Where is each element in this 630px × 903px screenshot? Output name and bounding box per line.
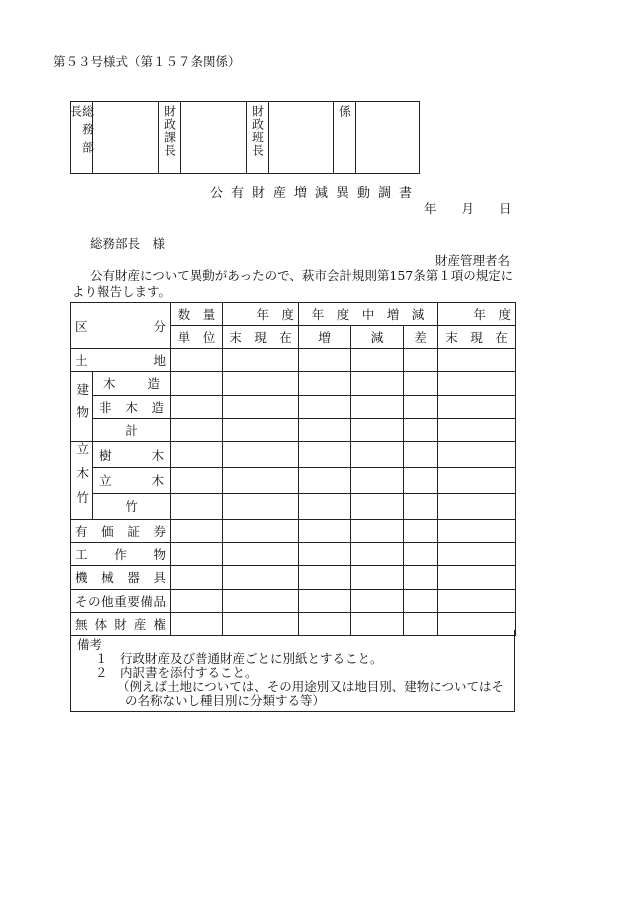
header-quantity: 数 量 [171,303,223,326]
addressee: 総務部長 様 [90,236,166,251]
table-row [71,589,516,612]
header-curr-year-end: 末 現 在 [438,326,516,349]
table-row [71,395,516,418]
row-label-subtotal: 計 [93,418,171,441]
approval-label-finance-team: 財政班長 [247,102,269,173]
approval-stamp-space[interactable] [181,102,247,173]
header-increase: 増 [299,326,351,349]
body-text: 公有財産について異動があったので、萩市会計規則第157条第１項の規定により報告します。 [72,268,514,299]
row-label-intangible: 無体財産権 [71,612,171,635]
row-label-structures: 工作物 [71,542,171,565]
table-header-row [71,303,516,326]
row-label-other-assets: その他重要備品 [71,589,171,612]
table-row [71,468,516,494]
approval-stamp-space[interactable] [356,102,419,173]
row-label-securities: 有価証券 [71,519,171,542]
header-unit: 単 位 [171,326,223,349]
table-row [71,519,516,542]
row-label-wooden: 木造 [93,372,171,395]
table-row [71,349,516,372]
remarks-heading: 備考 [77,637,103,652]
approval-stamp-space[interactable] [93,102,159,173]
approval-box [70,101,420,174]
row-label-bamboo: 竹 [93,493,171,519]
row-group-trees: 立木竹 [71,442,93,520]
row-label-machinery: 機械器具 [71,566,171,589]
header-prev-year: 年 度 [223,303,299,326]
header-curr-year: 年 度 [438,303,516,326]
date-line: 年 月 日 [424,201,512,216]
approval-label-general-affairs: 総務部長 [71,102,93,173]
table-row [71,372,516,395]
header-difference: 差 [404,326,438,349]
remarks-item-2-note: （例えば土地については、その用途別又は地目別、建物についてはその名称ないし種目別に分類する等） [117,679,505,708]
remarks-box [70,630,515,712]
table-row [71,493,516,519]
row-label-land: 土地 [71,349,171,372]
property-change-table [70,302,516,636]
header-decrease: 減 [351,326,404,349]
table-row [71,442,516,468]
header-category: 区 分 [71,303,171,349]
table-row [71,566,516,589]
row-label-non-wooden: 非木造 [93,395,171,418]
property-manager-name: 財産管理者名 [435,253,511,268]
approval-label-finance-chief: 財政課長 [159,102,181,173]
header-change: 年 度 中 増 減 [299,303,438,326]
table-row [71,542,516,565]
approval-label-staff: 係 [334,102,356,173]
form-number: 第５３号様式（第１５７条関係） [53,54,241,69]
approval-stamp-space[interactable] [269,102,334,173]
remarks-item-2: ２ 内訳書を添付すること。 [95,665,258,680]
row-label-standing-trees: 立木 [93,468,171,494]
document-title: 公有財産増減異動調書 [209,186,420,201]
remarks-item-1: １ 行政財産及び普通財産ごとに別紙とすること。 [95,651,383,666]
row-group-building: 建物 [71,372,93,442]
table-row [71,418,516,441]
header-prev-year-end: 末 現 在 [223,326,299,349]
row-label-trees: 樹木 [93,442,171,468]
